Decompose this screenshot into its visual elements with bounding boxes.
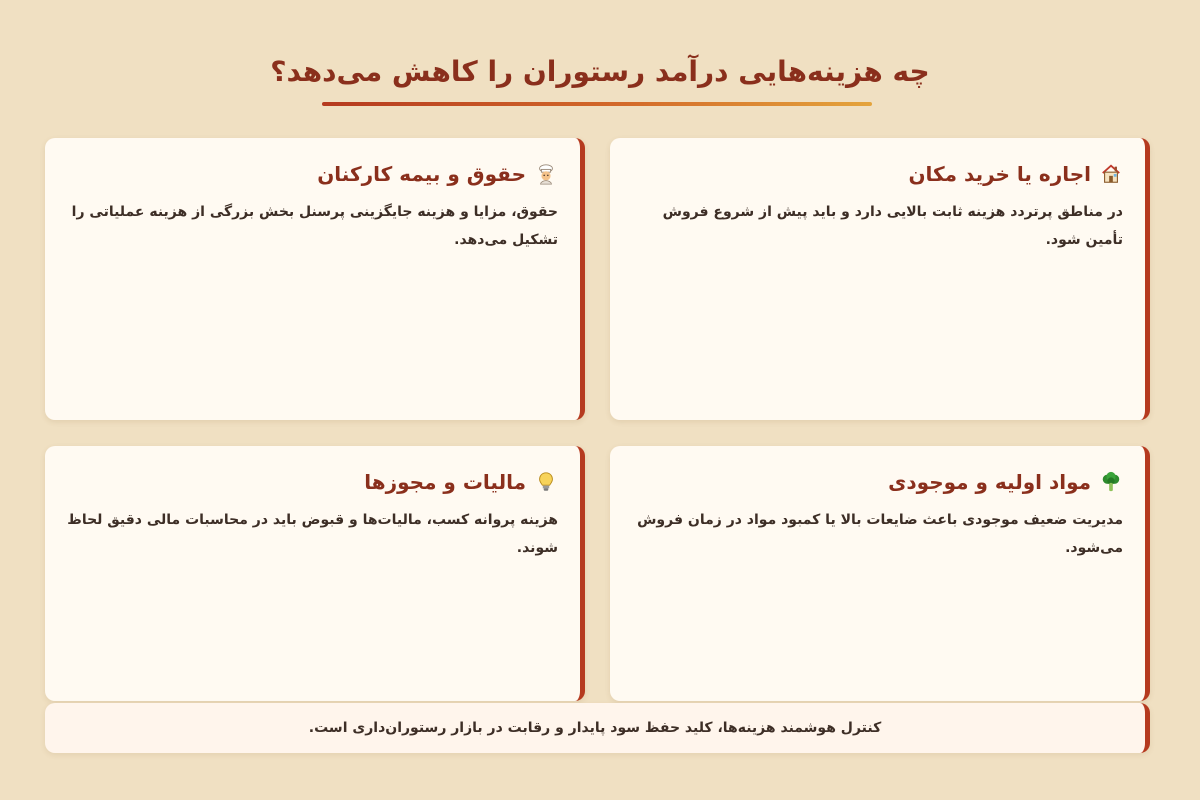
- card-tax-heading: [67, 470, 558, 494]
- card-food: [610, 446, 1150, 701]
- broccoli-icon: [1099, 470, 1123, 494]
- page-header: [0, 48, 1200, 96]
- lightbulb-icon: [534, 470, 558, 494]
- card-tax: [45, 446, 585, 701]
- title-underline: [322, 102, 872, 106]
- card-food-body: مدیریت ضعیف موجودی باعث ضایعات بالا یا کمبود مواد در زمان فروش می‌شود.: [637, 512, 1123, 556]
- card-staff-title: حقوق و بیمه کارکنان: [317, 162, 526, 186]
- card-staff-heading: [67, 162, 558, 186]
- chef-icon: [534, 162, 558, 186]
- card-rent-body: در مناطق پرتردد هزینه ثابت بالایی دارد و باید پیش از شروع فروش تأمین شود.: [662, 204, 1123, 248]
- house-icon: [1099, 162, 1123, 186]
- footer-note-text: کنترل هوشمند هزینه‌ها، کلید حفظ سود پایدار و رقابت در بازار رستوران‌داری است.: [308, 720, 882, 736]
- card-staff: [45, 138, 585, 420]
- card-staff-body: حقوق، مزایا و هزینه جایگزینی پرسنل بخش بزرگی از هزینه عملیاتی را تشکیل می‌دهد.: [71, 204, 558, 248]
- card-tax-body: هزینه پروانه کسب، مالیات‌ها و قبوض باید در محاسبات مالی دقیق لحاظ شوند.: [67, 512, 558, 556]
- footer-note: [45, 703, 1150, 753]
- card-food-heading: [632, 470, 1123, 494]
- card-rent-heading: [632, 162, 1123, 186]
- card-food-title: مواد اولیه و موجودی: [888, 470, 1091, 494]
- card-rent-title: اجاره یا خرید مکان: [908, 162, 1091, 186]
- page-title: چه هزینه‌هایی درآمد رستوران را کاهش می‌دهد؟: [270, 55, 930, 88]
- card-tax-title: مالیات و مجوزها: [364, 470, 526, 494]
- card-rent: [610, 138, 1150, 420]
